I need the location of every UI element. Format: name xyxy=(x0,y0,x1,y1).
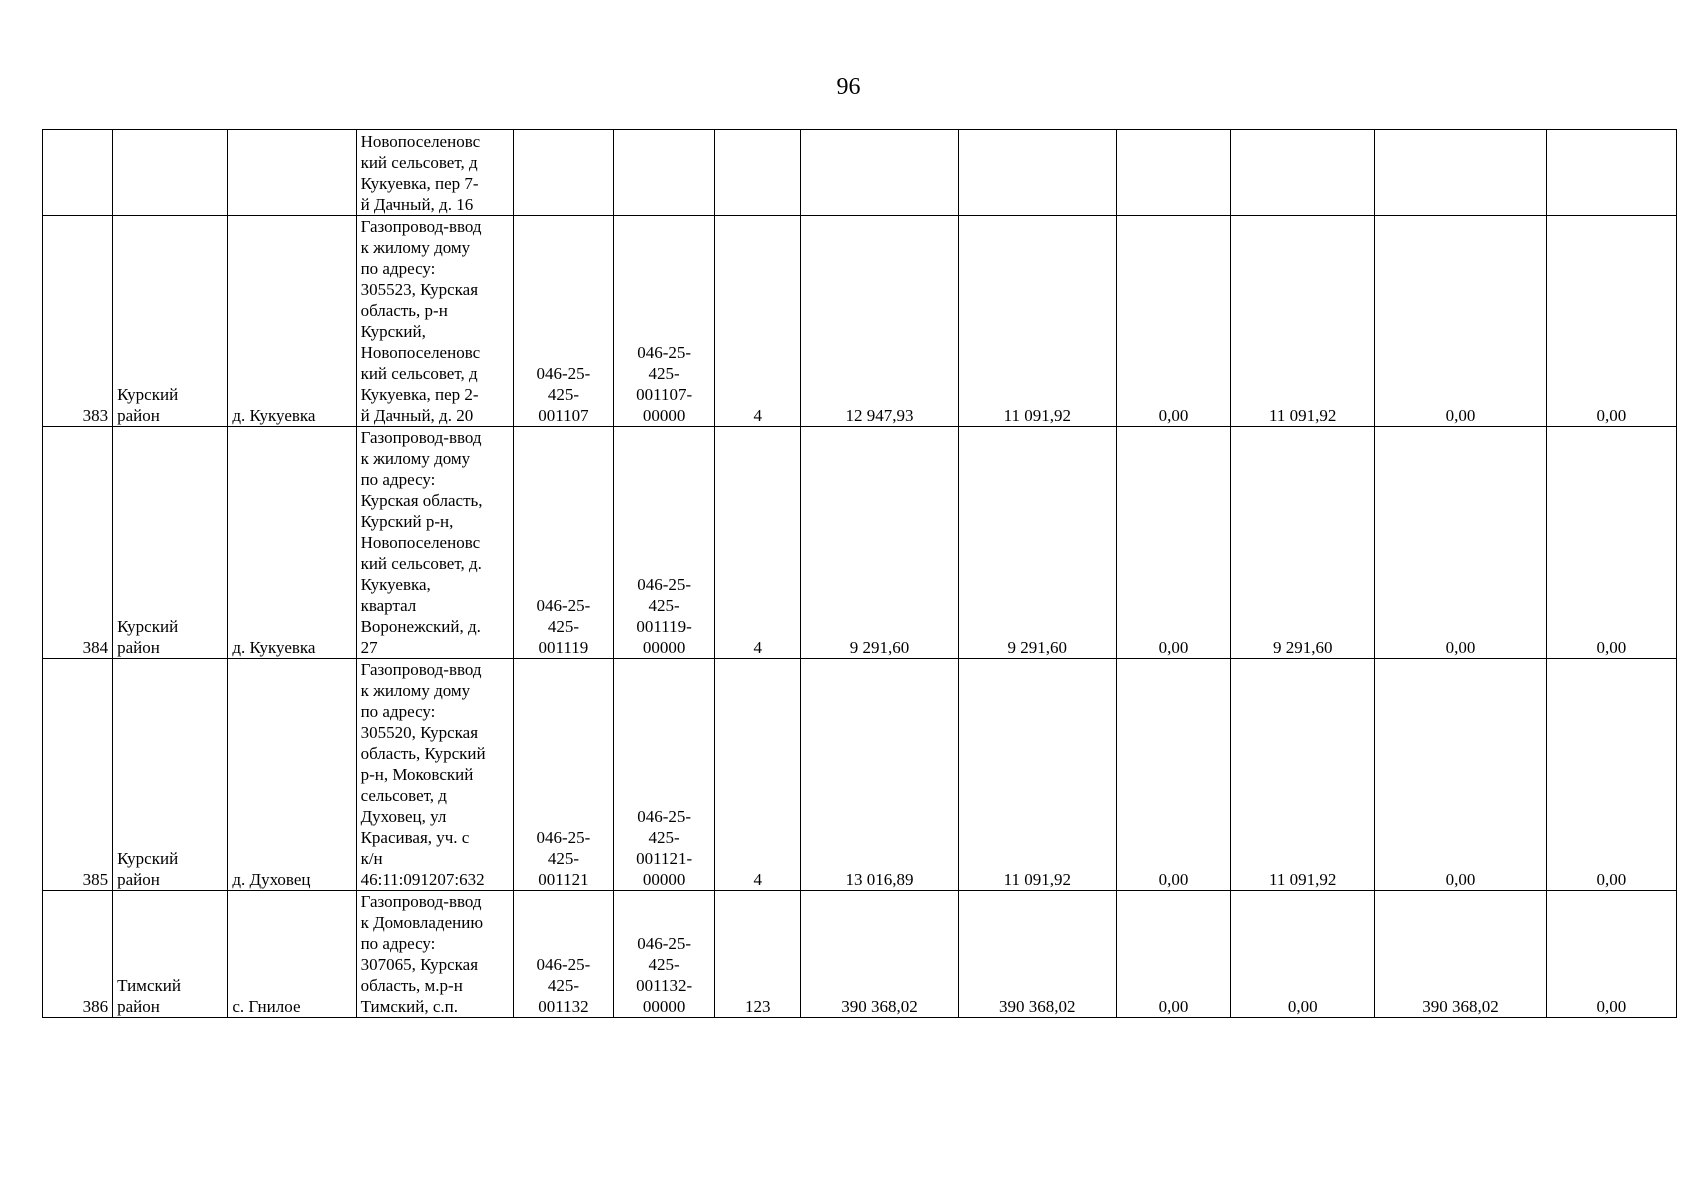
value-3-cell: 0,00 xyxy=(1116,427,1230,659)
object-description-cell-line: к жилому дому xyxy=(360,238,471,257)
registry-code-cell-line: 046-25- xyxy=(637,575,692,594)
registry-code-cell-line: 001132- xyxy=(636,976,693,995)
registry-code-cell-line: 00000 xyxy=(642,870,686,889)
value-4-cell: 11 091,92 xyxy=(1231,659,1375,891)
district-cell-line: район xyxy=(117,870,160,889)
locality-cell xyxy=(228,130,356,216)
object-description-cell-line: кий сельсовет, д. xyxy=(360,554,482,573)
value-6-cell: 0,00 xyxy=(1546,427,1676,659)
quantity-cell xyxy=(715,130,801,216)
object-description-cell-line: 46:11:091207:632 xyxy=(360,870,485,889)
object-code-cell-line: 046-25- xyxy=(536,596,591,615)
table-body xyxy=(43,130,1677,1018)
value-6-cell: 0,00 xyxy=(1546,659,1676,891)
district-cell xyxy=(113,130,228,216)
object-description-cell-line: к/н xyxy=(360,849,383,868)
object-code-cell-line: 001107 xyxy=(538,406,589,425)
registry-code-cell-line: 046-25- xyxy=(637,934,692,953)
object-code-cell-line: 046-25- xyxy=(536,364,591,383)
district-cell xyxy=(113,891,228,1018)
object-description-cell-line: Кукуевка, пер 7- xyxy=(360,174,479,193)
value-4-cell: 9 291,60 xyxy=(1231,427,1375,659)
value-1-cell: 9 291,60 xyxy=(801,427,958,659)
registry-code-cell-line: 046-25- xyxy=(637,343,692,362)
object-code-cell-line: 425- xyxy=(547,976,580,995)
object-description-cell-line: по адресу: xyxy=(360,470,436,489)
object-description-cell-line: область, р-н xyxy=(360,301,448,320)
object-description-cell-line: к жилому дому xyxy=(360,681,471,700)
value-3-cell: 0,00 xyxy=(1116,659,1230,891)
object-code-cell-line: 046-25- xyxy=(536,828,591,847)
table-row xyxy=(43,427,1677,659)
registry-code-cell-line: 001119- xyxy=(636,617,692,636)
object-description-cell-line: Курский р-н, xyxy=(360,512,454,531)
quantity-cell: 4 xyxy=(715,659,801,891)
object-description-cell-line: к Домовладению xyxy=(360,913,484,932)
object-description-cell-line: Газопровод-ввод xyxy=(360,428,482,447)
value-1-cell: 13 016,89 xyxy=(801,659,958,891)
registry-code-cell-line: 046-25- xyxy=(637,807,692,826)
registry-code-cell-line: 001121- xyxy=(636,849,693,868)
locality-cell: д. Кукуевка xyxy=(228,427,356,659)
value-3-cell: 0,00 xyxy=(1116,216,1230,427)
district-cell xyxy=(113,659,228,891)
registry-code-cell-line: 425- xyxy=(648,596,680,615)
registry-code-cell-line: 00000 xyxy=(642,406,686,425)
value-2-cell: 11 091,92 xyxy=(958,216,1116,427)
object-description-cell-line: Воронежский, д. xyxy=(360,617,481,636)
object-description-cell-line: Газопровод-ввод xyxy=(360,217,482,236)
object-description-cell-line: 307065, Курская xyxy=(360,955,479,974)
row-number xyxy=(43,130,113,216)
value-1-cell: 12 947,93 xyxy=(801,216,958,427)
registry-code-cell-line: 425- xyxy=(648,828,680,847)
table-row xyxy=(43,130,1677,216)
object-description-cell-line: й Дачный, д. 20 xyxy=(360,406,474,425)
object-description-cell xyxy=(356,427,513,659)
value-2-cell: 9 291,60 xyxy=(958,427,1116,659)
object-description-cell-line: Кукуевка, пер 2- xyxy=(360,385,479,404)
row-number: 386 xyxy=(43,891,113,1018)
row-number: 383 xyxy=(43,216,113,427)
district-cell-line: Курский xyxy=(117,617,179,636)
page-number: 96 xyxy=(836,74,861,100)
value-5-cell xyxy=(1375,130,1546,216)
object-description-cell-line: 27 xyxy=(360,638,378,657)
object-code-cell xyxy=(513,659,613,891)
object-description-cell-line: Газопровод-ввод xyxy=(360,892,482,911)
registry-code-cell xyxy=(614,659,715,891)
object-code-cell-line: 046-25- xyxy=(536,955,591,974)
object-description-cell-line: область, Курский xyxy=(360,744,486,763)
registry-code-cell xyxy=(614,891,715,1018)
object-code-cell-line: 425- xyxy=(547,385,580,404)
object-description-cell xyxy=(356,891,513,1018)
district-cell-line: район xyxy=(117,638,160,657)
district-cell-line: Тимский xyxy=(117,976,181,995)
object-description-cell-line: к жилому дому xyxy=(360,449,471,468)
value-4-cell: 11 091,92 xyxy=(1231,216,1375,427)
object-code-cell xyxy=(513,891,613,1018)
locality-cell: д. Кукуевка xyxy=(228,216,356,427)
row-number: 384 xyxy=(43,427,113,659)
object-description-cell xyxy=(356,659,513,891)
object-description-cell-line: кий сельсовет, д xyxy=(360,153,478,172)
value-3-cell: 0,00 xyxy=(1116,891,1230,1018)
object-code-cell-line: 001121 xyxy=(538,870,589,889)
object-code-cell-line: 001132 xyxy=(538,997,589,1016)
district-cell xyxy=(113,427,228,659)
value-4-cell xyxy=(1231,130,1375,216)
value-5-cell: 0,00 xyxy=(1375,427,1546,659)
object-description-cell xyxy=(356,216,513,427)
object-description-cell-line: Новопоселеновс xyxy=(360,343,481,362)
value-3-cell xyxy=(1116,130,1230,216)
object-code-cell xyxy=(513,216,613,427)
object-description-cell-line: 305523, Курская xyxy=(360,280,479,299)
value-6-cell: 0,00 xyxy=(1546,216,1676,427)
value-4-cell: 0,00 xyxy=(1231,891,1375,1018)
value-2-cell: 390 368,02 xyxy=(958,891,1116,1018)
district-cell-line: Курский xyxy=(117,385,179,404)
object-description-cell-line: квартал xyxy=(360,596,417,615)
quantity-cell: 123 xyxy=(715,891,801,1018)
object-description-cell-line: кий сельсовет, д xyxy=(360,364,478,383)
value-5-cell: 0,00 xyxy=(1375,659,1546,891)
value-5-cell: 0,00 xyxy=(1375,216,1546,427)
asset-register-table xyxy=(42,129,1677,1018)
registry-code-cell-line: 425- xyxy=(648,364,680,383)
object-description-cell-line: по адресу: xyxy=(360,702,436,721)
registry-code-cell-line: 00000 xyxy=(642,997,686,1016)
registry-code-cell-line: 425- xyxy=(648,955,680,974)
object-description-cell-line: Курский, xyxy=(360,322,426,341)
table-row xyxy=(43,659,1677,891)
object-description-cell-line: по адресу: xyxy=(360,934,436,953)
value-2-cell: 11 091,92 xyxy=(958,659,1116,891)
registry-code-cell xyxy=(614,427,715,659)
district-cell xyxy=(113,216,228,427)
object-description-cell-line: Тимский, с.п. xyxy=(360,997,459,1016)
value-1-cell: 390 368,02 xyxy=(801,891,958,1018)
registry-code-cell xyxy=(614,216,715,427)
quantity-cell: 4 xyxy=(715,216,801,427)
registry-code-cell-line: 00000 xyxy=(642,638,686,657)
object-description-cell-line: Новопоселеновс xyxy=(360,533,481,552)
district-cell-line: Курский xyxy=(117,849,179,868)
object-description-cell-line: й Дачный, д. 16 xyxy=(360,195,474,214)
object-description-cell-line: по адресу: xyxy=(360,259,436,278)
object-code-cell-line: 425- xyxy=(547,849,580,868)
object-description-cell-line: 305520, Курская xyxy=(360,723,479,742)
locality-cell: д. Духовец xyxy=(228,659,356,891)
quantity-cell: 4 xyxy=(715,427,801,659)
object-description-cell-line: Курская область, xyxy=(360,491,483,510)
table-row xyxy=(43,216,1677,427)
value-2-cell xyxy=(958,130,1116,216)
locality-cell: с. Гнилое xyxy=(228,891,356,1018)
object-description-cell-line: Кукуевка, xyxy=(360,575,431,594)
value-5-cell: 390 368,02 xyxy=(1375,891,1546,1018)
value-1-cell xyxy=(801,130,958,216)
object-code-cell-line: 425- xyxy=(547,617,580,636)
object-code-cell-line: 001119 xyxy=(538,638,589,657)
object-description-cell-line: р-н, Моковский xyxy=(360,765,474,784)
row-number: 385 xyxy=(43,659,113,891)
object-description-cell-line: Новопоселеновс xyxy=(360,132,481,151)
object-description-cell-line: Красивая, уч. с xyxy=(360,828,470,847)
table-row xyxy=(43,891,1677,1018)
value-6-cell: 0,00 xyxy=(1546,891,1676,1018)
object-code-cell xyxy=(513,427,613,659)
value-6-cell xyxy=(1546,130,1676,216)
object-description-cell xyxy=(356,130,513,216)
district-cell-line: район xyxy=(117,997,160,1016)
object-description-cell-line: область, м.р-н xyxy=(360,976,463,995)
object-description-cell-line: сельсовет, д xyxy=(360,786,447,805)
district-cell-line: район xyxy=(117,406,160,425)
registry-code-cell xyxy=(614,130,715,216)
object-description-cell-line: Духовец, ул xyxy=(360,807,447,826)
object-code-cell xyxy=(513,130,613,216)
object-description-cell-line: Газопровод-ввод xyxy=(360,660,482,679)
registry-code-cell-line: 001107- xyxy=(636,385,693,404)
